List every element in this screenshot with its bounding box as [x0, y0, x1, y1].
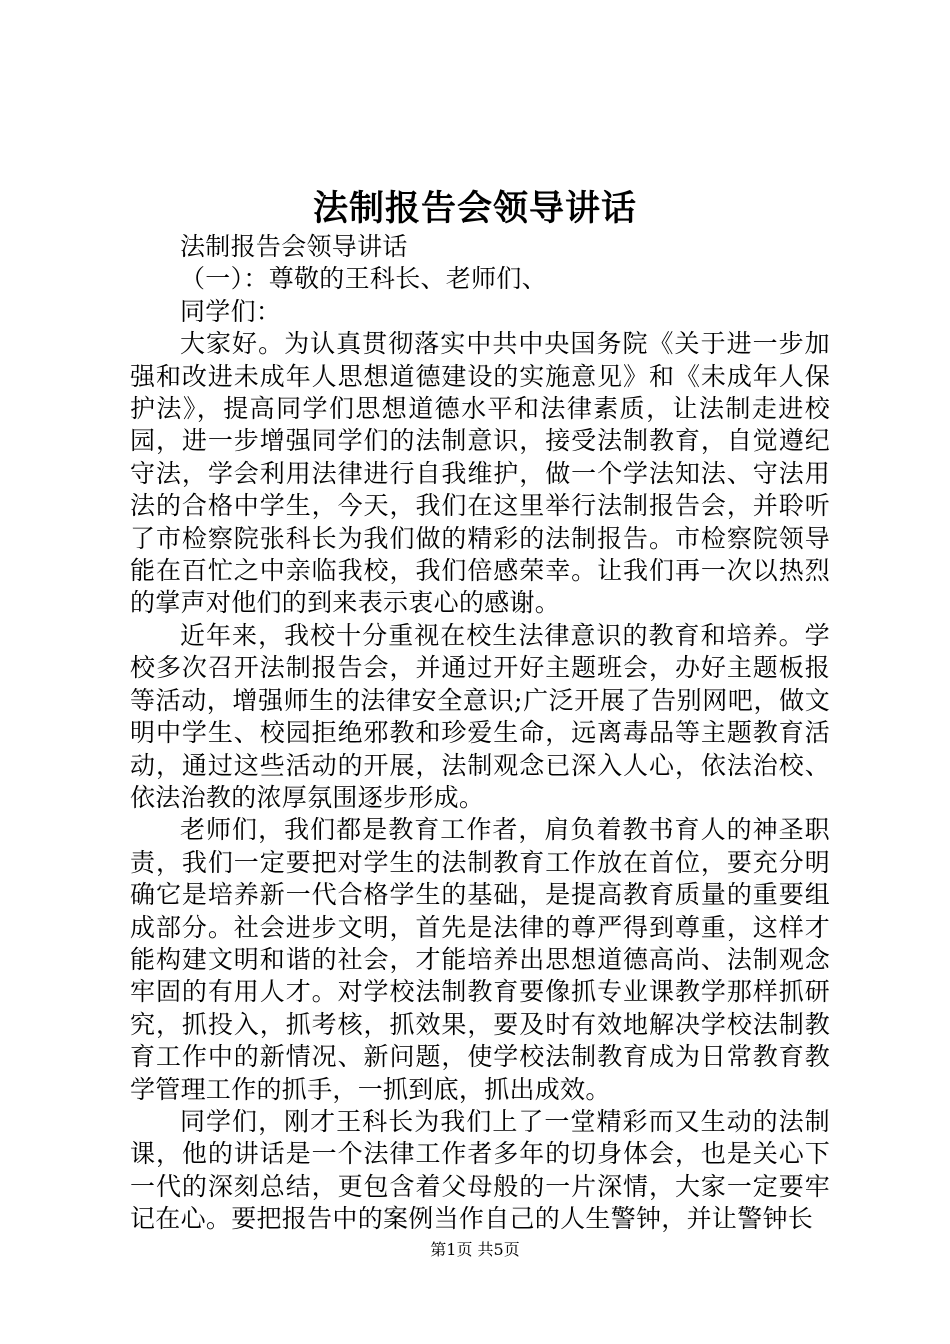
paragraph-salutation-students: 同学们： — [180, 296, 282, 326]
paragraph-greeting: 大家好。为认真贯彻落实中共中央国务院《关于进一步加强和改进未成年人思想道德建设的实施意见》和《未成年人保护法》，提高同学们思想道德水平和法律素质，让法制走进校园，进一步增强同学们的法制意识，接受法制教育，自觉遵纪守法，学会利用法律进行自我维护，做一个学法知法、守法用法的合格中学生，今天，我们在这里举行法制报告会，并聆听了市检察院张科长为我们做的精彩的法制报告。市检察院领导能在百忙之中亲临我校，我们倍感荣幸。让我们再一次以热烈的掌声对他们的到来表示衷心的感谢。 — [130, 329, 830, 618]
document-body — [130, 231, 830, 1236]
document-title: 法制报告会领导讲话 — [312, 188, 637, 229]
paragraph-subtitle: 法制报告会领导讲话 — [180, 232, 408, 261]
paragraph-students: 同学们，刚才王科长为我们上了一堂精彩而又生动的法制课，他的讲话是一个法律工作者多年的切身体会，也是关心下一代的深刻总结，更包含着父母般的一片深情，大家一定要牢记在心。要把报告中的案例当作自己的人生警钟，并让警钟长 — [130, 1106, 830, 1234]
page-number: 第1页 共5页 — [430, 1240, 520, 1259]
paragraph-salutation: （一）：尊敬的王科长、老师们、 — [180, 264, 548, 294]
paragraph-school-efforts: 近年来，我校十分重视在校生法律意识的教育和培养。学校多次召开法制报告会，并通过开好主题班会，办好主题板报等活动，增强师生的法律安全意识;广泛开展了告别网吧，做文明中学生、校园拒绝邪教和珍爱生命，远离毒品等主题教育活动，通过这些活动的开展，法制观念已深入人心，依法治校、依法治教的浓厚氛围逐步形成。 — [130, 620, 830, 812]
paragraph-teachers: 老师们，我们都是教育工作者，肩负着教书育人的神圣职责，我们一定要把对学生的法制教育工作放在首位，要充分明确它是培养新一代合格学生的基础，是提高教育质量的重要组成部分。社会进步文明，首先是法律的尊严得到尊重，这样才能构建文明和谐的社会，才能培养出思想道德高尚、法制观念牢固的有用人才。对学校法制教育要像抓专业课教学那样抓研究，抓投入，抓考核，抓效果，要及时有效地解决学校法制教育工作中的新情况、新问题，使学校法制教育成为日常教育教学管理工作的抓手，一抓到底，抓出成效。 — [130, 815, 830, 1104]
